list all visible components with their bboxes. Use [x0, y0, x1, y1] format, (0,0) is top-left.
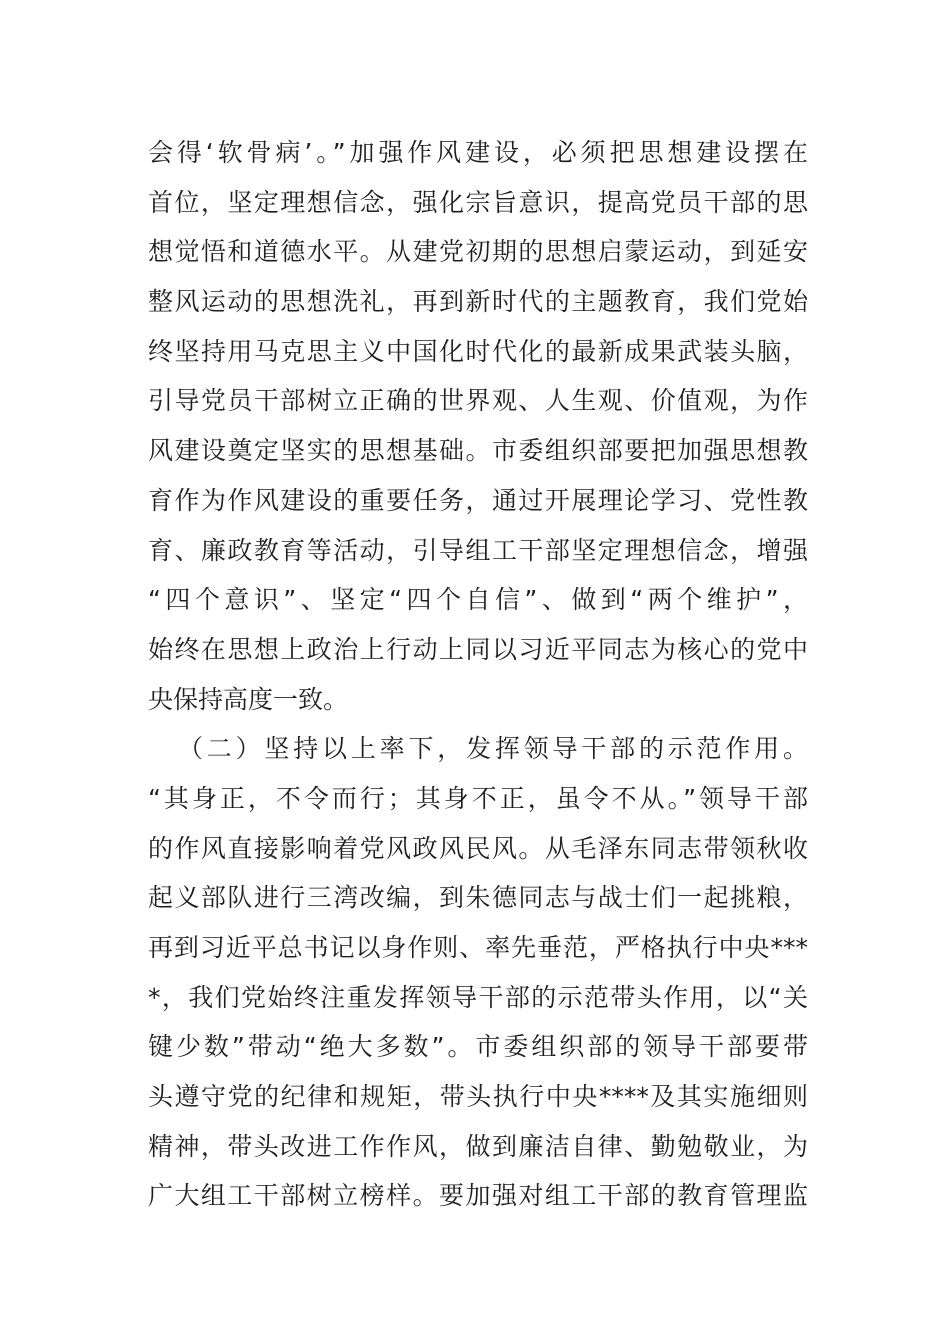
- text-line: 想觉悟和道德水平。从建党初期的思想启蒙运动，到延安: [148, 237, 808, 267]
- text-line: 会得‘软骨病’。”加强作风建设，必须把思想建设摆在: [148, 138, 808, 167]
- section-heading: （二）坚持以上率下，发挥领导干部的示范作用。: [178, 734, 808, 764]
- text-line: 整风运动的思想洗礼，再到新时代的主题教育，我们党始: [148, 287, 808, 317]
- text-line: 育、廉政教育等活动，引导组工干部坚定理想信念，增强: [148, 535, 808, 565]
- text-line: 广大组工干部树立榜样。要加强对组工干部的教育管理监: [148, 1181, 808, 1211]
- text-line: 风建设奠定坚实的思想基础。市委组织部要把加强思想教: [148, 436, 808, 466]
- text-line: 首位，坚定理想信念，强化宗旨意识，提高党员干部的思: [148, 187, 808, 217]
- text-line: 终坚持用马克思主义中国化时代化的最新成果武装头脑，: [148, 336, 808, 366]
- text-line: “其身正，不令而行；其身不正，虽令不从。”领导干部: [148, 783, 808, 813]
- body-text: [148, 128, 808, 1221]
- text-line: 精神，带头改进工作作风，做到廉洁自律、勤勉敬业，为: [148, 1131, 808, 1161]
- text-line: “四个意识”、坚定“四个自信”、做到“两个维护”，: [148, 585, 808, 615]
- text-line: 键少数”带动“绝大多数”。市委组织部的领导干部要带: [148, 1032, 808, 1062]
- text-line: 再到习近平总书记以身作则、率先垂范，严格执行中央***: [148, 933, 808, 962]
- text-line: 引导党员干部树立正确的世界观、人生观、价值观，为作: [148, 386, 808, 416]
- text-line: 央保持高度一致。: [148, 684, 349, 714]
- text-line: 的作风直接影响着党风政风民风。从毛泽东同志带领秋收: [148, 833, 808, 863]
- text-line: 起义部队进行三湾改编，到朱德同志与战士们一起挑粮，: [148, 883, 808, 913]
- text-line: 育作为作风建设的重要任务，通过开展理论学习、党性教: [148, 485, 808, 515]
- text-line: 头遵守党的纪律和规矩，带头执行中央****及其实施细则: [148, 1082, 808, 1112]
- text-line: 始终在思想上政治上行动上同以习近平同志为核心的党中: [148, 634, 808, 664]
- text-line: *，我们党始终注重发挥领导干部的示范带头作用，以“关: [148, 982, 808, 1012]
